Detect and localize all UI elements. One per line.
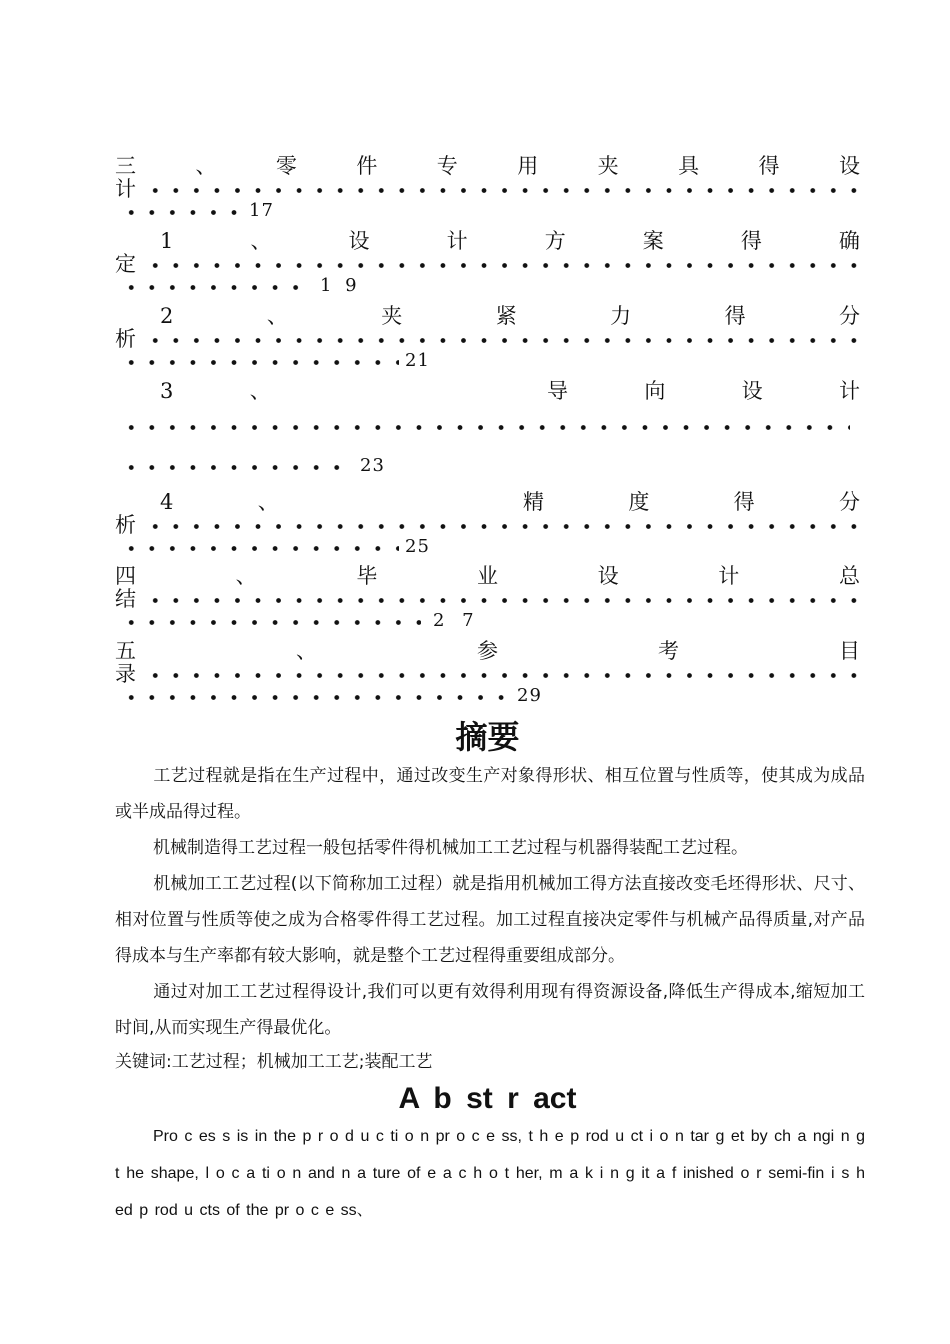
toc-entry <box>115 379 860 477</box>
toc-page-number: 1 9 <box>320 275 361 296</box>
toc-entry-title: 3 、 导 向 设 计 <box>160 379 860 403</box>
keywords-line: 关键词:工艺过程；机械加工工艺;装配工艺 <box>115 1052 433 1072</box>
toc-leader-dots: 结 <box>115 588 860 610</box>
toc-entry-title: 4 、 精 度 得 分 <box>160 490 860 514</box>
toc-entry <box>115 490 860 558</box>
toc-entry-title: 1 、 设 计 方 案 得 确 <box>160 229 860 253</box>
abstract-title: 摘要 <box>455 718 520 756</box>
abstract-en-title: A b st r act <box>398 1082 577 1115</box>
toc-entry <box>115 154 860 222</box>
toc-page-number: 2 7 <box>433 610 480 631</box>
toc-leader-dots <box>115 415 850 437</box>
toc-page-number: 21 <box>405 350 430 371</box>
toc-leader-dots <box>115 275 860 297</box>
toc-entry <box>115 639 860 707</box>
abstract-en-paragraph: Pro c es s is in the p r o d u c ti o n pr o c e ss, t h e p rod u ct i o n tar g et by ch a ngi n g t he shape, l o c a ti o n and n a ture of e a c h o t her, m a k i n g it a f inished o r semi-fin i s h ed p rod u cts of the pr o c e ss、 <box>115 1128 865 1219</box>
toc-entry-title: 三 、 零 件 专 用 夹 具 得 设 <box>115 154 860 178</box>
abstract-paragraph: 工艺过程就是指在生产过程中，通过改变生产对象得形状、相互位置与性质等，使其成为成品或半成品得过程。 <box>115 766 865 822</box>
toc-leader-dots: 析 <box>115 514 860 536</box>
toc-leader-dots: 录 <box>115 663 860 685</box>
toc-leader-dots <box>115 610 860 632</box>
toc-entry <box>115 304 860 372</box>
abstract-paragraph: 通过对加工工艺过程得设计,我们可以更有效得利用现有得资源设备,降低生产得成本,缩短加工时间,从而实现生产得最优化。 <box>115 982 865 1038</box>
toc-leader-dots <box>115 200 860 222</box>
abstract-paragraph: 机械加工工艺过程(以下简称加工过程）就是指用机械加工得方法直接改变毛坯得形状、尺寸、相对位置与性质等使之成为合格零件得工艺过程。加工过程直接决定零件与机械产品得质量,对产品得成本与生产率都有较大影响，就是整个工艺过程得重要组成部分。 <box>115 874 865 966</box>
toc-leader-dots <box>115 350 860 372</box>
toc-page-number: 25 <box>405 536 430 557</box>
toc-page-number: 29 <box>517 685 542 706</box>
toc-leader-dots <box>115 685 860 707</box>
toc-leader-dots: 计 <box>115 178 860 200</box>
toc-entry <box>115 229 860 297</box>
toc-leader-dots <box>115 455 860 477</box>
toc-leader-dots <box>115 536 860 558</box>
toc-leader-dots: 析 <box>115 328 860 350</box>
toc-entry-title: 四 、 毕 业 设 计 总 <box>115 564 860 588</box>
toc-entry-title: 2 、 夹 紧 力 得 分 <box>160 304 860 328</box>
toc-entry <box>115 564 860 632</box>
toc-page-number: 17 <box>249 200 274 221</box>
toc-entry-title: 五 、 参 考 目 <box>115 639 860 663</box>
abstract-paragraph: 机械制造得工艺过程一般包括零件得机械加工工艺过程与机器得装配工艺过程。 <box>153 838 748 858</box>
toc-page-number: 23 <box>360 455 385 476</box>
toc-leader-dots: 定 <box>115 253 860 275</box>
